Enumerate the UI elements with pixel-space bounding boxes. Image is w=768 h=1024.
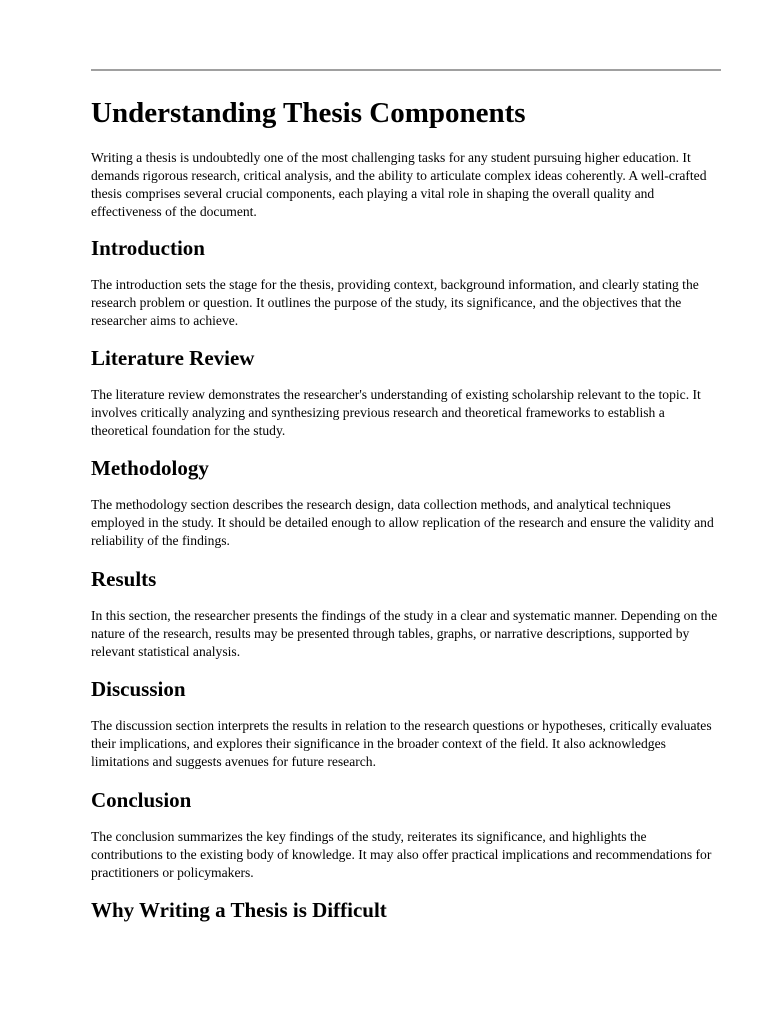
section-body-literature-review: The literature review demonstrates the researcher's understanding of existing scholarship relevant to the topic. It involves critically analyzing and synthesizing previous research and theoretical frameworks to establish a theoretical foundation for the study. [91,387,701,438]
section-body-discussion: The discussion section interprets the results in relation to the research questions or hypotheses, critically evaluates their implications, and explores their significance in the broader context of the field. It also acknowledges limitations and suggests avenues for future research. [91,718,712,769]
section-body-methodology: The methodology section describes the research design, data collection methods, and analytical techniques employed in the study. It should be detailed enough to allow replication of the research and ensure the validity and reliability of the findings. [91,497,714,548]
page-title: Understanding Thesis Components [91,97,526,129]
section-body-conclusion: The conclusion summarizes the key findings of the study, reiterates its significance, and highlights the contributions to the existing body of knowledge. It may also offer practical implications and recommendations for practitioners or policymakers. [91,829,712,880]
section-heading-results: Results [91,567,157,591]
section-heading-introduction: Introduction [91,236,205,260]
section-heading-literature-review: Literature Review [91,346,255,370]
section-body-results: In this section, the researcher presents the findings of the study in a clear and systematic manner. Depending on the nature of the research, results may be presented through tables, graphs, or narrative descriptions, supported by relevant statistical analysis. [91,608,718,659]
section-heading-why-difficult: Why Writing a Thesis is Difficult [91,898,387,922]
top-divider [91,69,721,71]
section-body-introduction: The introduction sets the stage for the thesis, providing context, background information, and clearly stating the research problem or question. It outlines the purpose of the study, its significance, and the objectives that the researcher aims to achieve. [91,277,699,328]
section-heading-methodology: Methodology [91,456,209,480]
intro-paragraph: Writing a thesis is undoubtedly one of the most challenging tasks for any student pursuing higher education. It demands rigorous research, critical analysis, and the ability to articulate complex ideas coherently. A well-crafted thesis comprises several crucial components, each playing a vital role in shaping the overall quality and effectiveness of the document. [91,150,707,219]
section-heading-conclusion: Conclusion [91,788,192,812]
section-heading-discussion: Discussion [91,677,186,701]
